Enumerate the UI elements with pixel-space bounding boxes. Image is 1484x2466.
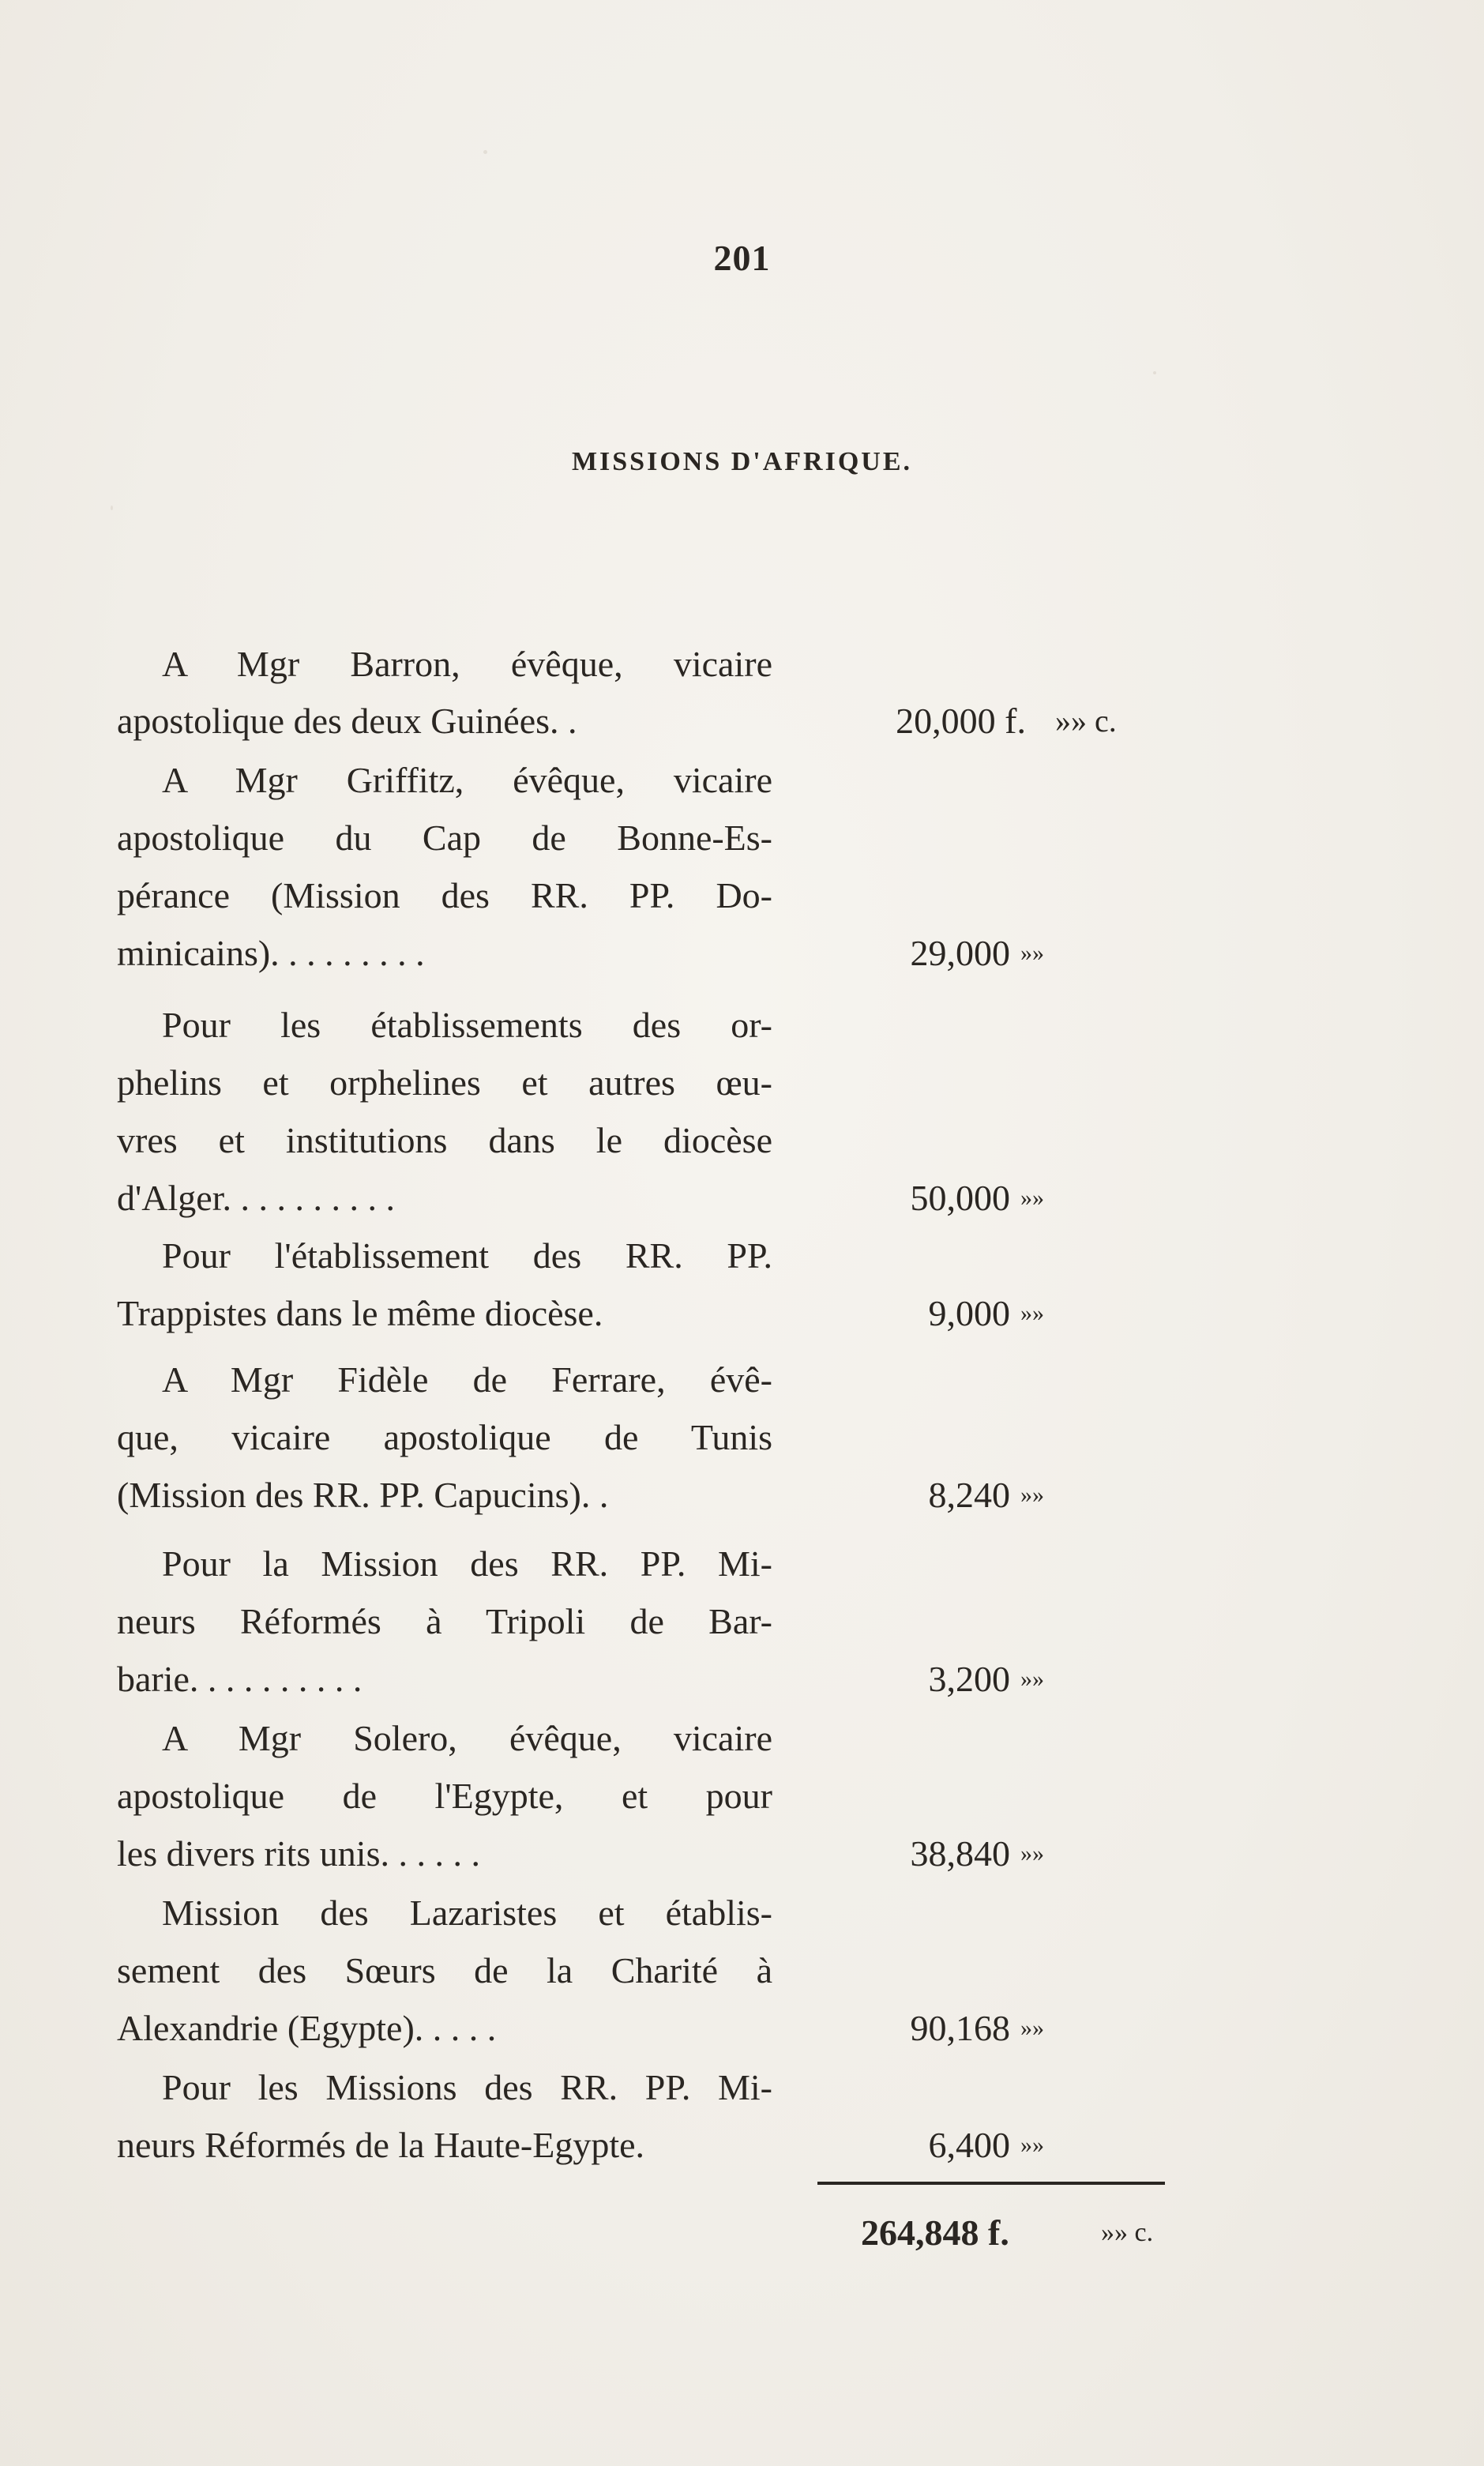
entry-line: Alexandrie (Egypte). . . . . 90,168 »»: [0, 2002, 1484, 2054]
entry-line: vres et institutions dans le diocèse: [117, 1120, 772, 1160]
entry-line: sement des Sœurs de la Charité à: [117, 1950, 772, 1990]
entry-amount: 3,200: [928, 1659, 1010, 1699]
entry-line: Pour les Missions des RR. PP. Mi-: [162, 2067, 772, 2107]
section-title: MISSIONS D'AFRIQUE.: [571, 447, 913, 476]
entry-line: pérance (Mission des RR. PP. Do-: [117, 875, 772, 915]
entry-line: A Mgr Fidèle de Ferrare, évê-: [162, 1359, 772, 1400]
entry-line: Trappistes dans le même diocèse. 9,000 »»: [0, 1288, 1484, 1340]
entry-line: (Mission des RR. PP. Capucins). . 8,240 »»: [0, 1469, 1484, 1521]
entry-suffix: »»: [1020, 1666, 1044, 1692]
paper-spot: [483, 150, 487, 154]
entry-amount: 6,400: [928, 2125, 1010, 2165]
entry-line: que, vicaire apostolique de Tunis: [117, 1417, 772, 1457]
entry-suffix: »»: [1020, 1840, 1044, 1866]
total-row: [0, 2205, 1484, 2261]
entry-line: phelins et orphelines et autres œu-: [117, 1062, 772, 1103]
entry-amount: 90,168: [910, 2008, 1010, 2048]
entry-amount: 20,000 f.: [896, 701, 1026, 741]
entry-line: apostolique du Cap de Bonne-Es-: [117, 818, 772, 858]
entry-line: neurs Réformés à Tripoli de Bar-: [117, 1601, 772, 1641]
total-suffix: »» c.: [1101, 2218, 1154, 2247]
entry-line: les divers rits unis. . . . . . 38,840 »»: [0, 1828, 1484, 1880]
entry-line: minicains). . . . . . . . . 29,000 »»: [0, 927, 1484, 979]
entry-suffix: »» c.: [1055, 703, 1117, 739]
entry-line: barie. . . . . . . . . . 3,200 »»: [0, 1653, 1484, 1705]
entry-line: apostolique des deux Guinées. . 20,000 f. »» c.: [0, 695, 1484, 747]
entry-suffix: »»: [1020, 2132, 1044, 2158]
entry-line: apostolique de l'Egypte, et pour: [117, 1776, 772, 1816]
entry-amount: 8,240: [928, 1475, 1010, 1515]
page-number: 201: [713, 238, 771, 278]
entry-line: neurs Réformés de la Haute-Egypte. 6,400 »»: [0, 2119, 1484, 2171]
entry-line: A Mgr Barron, évêque, vicaire: [162, 644, 772, 684]
entry-line: Mission des Lazaristes et établis-: [162, 1893, 772, 1933]
paper-spot: [1153, 371, 1156, 374]
entry-line: Pour la Mission des RR. PP. Mi-: [162, 1543, 772, 1584]
entry-suffix: »»: [1020, 2015, 1044, 2041]
entry-line: A Mgr Solero, évêque, vicaire: [162, 1718, 772, 1758]
entry-amount: 38,840: [910, 1833, 1010, 1874]
paper-spot: [111, 506, 113, 510]
entry-amount: 29,000: [910, 933, 1010, 973]
entry-suffix: »»: [1020, 1482, 1044, 1508]
entry-amount: 9,000: [928, 1293, 1010, 1333]
entry-amount: 50,000: [910, 1178, 1010, 1218]
entry-suffix: »»: [1020, 1300, 1044, 1326]
entry-suffix: »»: [1020, 940, 1044, 966]
entry-suffix: »»: [1020, 1185, 1044, 1211]
sum-rule: [817, 2182, 1165, 2185]
entry-line: d'Alger. . . . . . . . . . 50,000 »»: [0, 1172, 1484, 1224]
entry-line: Pour l'établissement des RR. PP.: [162, 1235, 772, 1276]
entry-line: Pour les établissements des or-: [162, 1005, 772, 1045]
entry-line: A Mgr Griffitz, évêque, vicaire: [162, 760, 772, 800]
total-amount: 264,848 f.: [861, 2212, 1009, 2253]
